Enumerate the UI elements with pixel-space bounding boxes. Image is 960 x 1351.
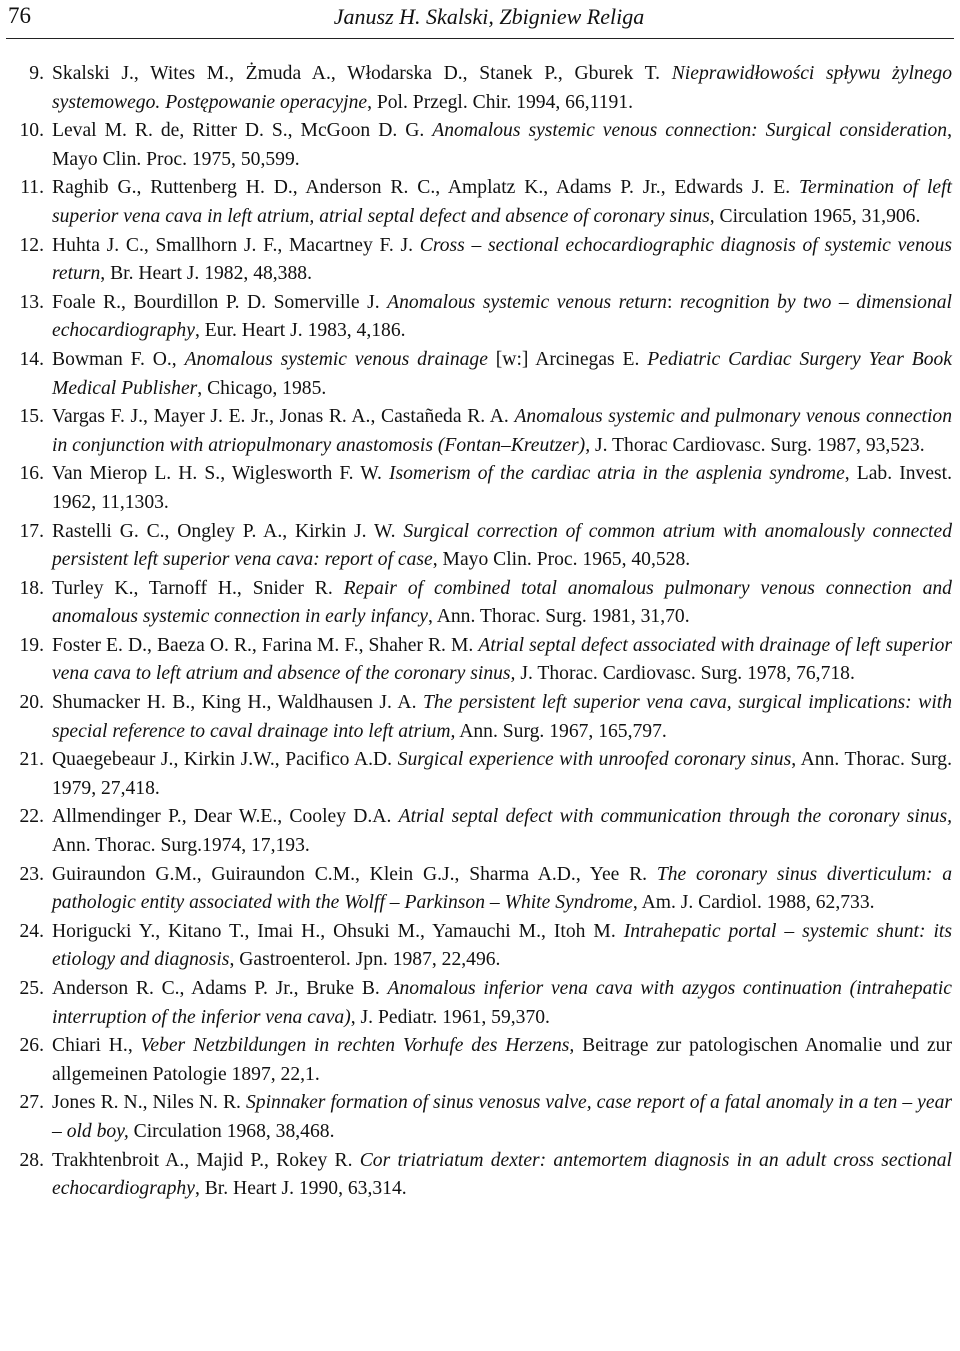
reference-item [0, 403, 960, 460]
reference-number: 26. [19, 1035, 44, 1057]
reference-text: Horigucki Y., Kitano T., Imai H., Ohsuki M., Yamauchi M., Itoh M. [52, 920, 624, 942]
reference-text: J. Thorac Cardiovasc. Surg. 1987, 93,523. [590, 434, 925, 456]
reference-number: 12. [19, 234, 44, 256]
reference-text: , Ann. Thorac. Surg. 1979, 27,418. [52, 749, 953, 799]
reference-text: , Chicago, 1985. [197, 377, 327, 399]
reference-item [0, 1147, 960, 1204]
reference-item [0, 1032, 960, 1089]
reference-item [0, 60, 960, 117]
reference-title: Repair of combined total anomalous pulmonary venous connection and anomalous systemic connection in early infancy [52, 577, 952, 628]
reference-item [0, 460, 960, 517]
reference-item [0, 174, 960, 231]
reference-item [0, 861, 960, 918]
reference-title: Anomalous systemic venous connection: Surgical consideration [432, 120, 948, 142]
reference-item [0, 518, 960, 575]
reference-title: Anomalous inferior vena cava with azygos continuation (intrahepatic interruption of the inferior vena cava) [52, 978, 952, 1028]
reference-title: recognition by two – dimensional echocardiography [52, 291, 952, 342]
reference-text: Jones R. N., Niles N. R. [52, 1092, 246, 1114]
reference-text: Quaegebeaur J., Kirkin J.W., Pacifico A.D. [52, 749, 398, 771]
reference-text: Allmendinger P., Dear W.E., Cooley D.A. [52, 806, 399, 828]
reference-item [0, 803, 960, 860]
reference-item [0, 1089, 960, 1146]
reference-text: Chiari H., [52, 1035, 141, 1057]
reference-text: Van Mierop L. H. S., Wiglesworth F. W. [52, 463, 389, 485]
header-rule [6, 38, 954, 39]
reference-number: 11. [20, 177, 44, 199]
reference-number: 21. [19, 749, 44, 771]
reference-text: , Ann. Thorac. Surg. 1981, 31,70. [428, 606, 690, 628]
reference-title: Anomalous systemic and pulmonary venous connection in conjunction with atriopulmonary anastomosis (Fontan–Kreutzer), [52, 406, 952, 456]
reference-text: [w:] Arcinegas E. [487, 348, 648, 370]
reference-number: 9. [29, 63, 44, 84]
reference-number: 23. [19, 863, 44, 885]
reference-item [0, 346, 960, 403]
reference-number: 17. [19, 520, 44, 542]
reference-text: Anderson R. C., Adams P. Jr., Bruke B. [52, 978, 388, 999]
reference-text: , Am. J. Cardiol. 1988, 62,733. [632, 892, 875, 914]
reference-title: Cor triatriatum dexter: antemortem diagnosis in an adult cross sectional echocardiography [52, 1149, 952, 1200]
reference-text: , Lab. Invest. 1962, 11,1303. [52, 463, 952, 513]
reference-text: Circulation 1968, 38,468. [128, 1120, 335, 1142]
reference-number: 10. [19, 120, 44, 142]
reference-text: , J. Pediatr. 1961, 59,370. [350, 1006, 550, 1028]
reference-number: 20. [19, 692, 44, 714]
reference-number: 24. [19, 920, 44, 942]
reference-number: 25. [19, 978, 44, 999]
reference-title: Atrial septal defect associated with drainage of left superior vena cava to left atrium and absence of the coronary sinus, [52, 634, 952, 685]
reference-title: Isomerism of the cardiac atria in the asplenia syndrome [389, 463, 845, 485]
reference-text: Turley K., Tarnoff H., Snider R. [52, 577, 344, 599]
reference-title: Surgical experience with unroofed coronary sinus [397, 749, 792, 771]
reference-number: 16. [19, 463, 44, 485]
reference-number: 14. [19, 348, 44, 370]
reference-title: Nieprawidłowości spływu żylnego systemowego. Postępowanie operacyjne [52, 63, 953, 113]
reference-text: Bowman F. O., [52, 348, 185, 370]
reference-text: Guiraundon G.M., Guiraundon C.M., Klein G.J., Sharma A.D., Yee R. [52, 863, 657, 885]
reference-number: 22. [19, 806, 44, 828]
reference-number: 28. [19, 1149, 44, 1171]
reference-title: The persistent left superior vena cava, surgical implications: with special reference to caval drainage into left atrium, [52, 692, 952, 742]
reference-title: Cross – sectional echocardiographic diagnosis of systemic venous return [52, 234, 953, 285]
reference-text: , Br. Heart J. 1990, 63,314. [194, 1178, 407, 1200]
reference-item [0, 632, 960, 689]
reference-text: Rastelli G. C., Ongley P. A., Kirkin J. W. [52, 520, 404, 542]
reference-item [0, 117, 960, 174]
reference-text: Vargas F. J., Mayer J. E. Jr., Jonas R. A., Castañeda R. A. [52, 406, 515, 428]
reference-title: Anomalous systemic venous drainage [184, 348, 488, 370]
reference-text: Foster E. D., Baeza O. R., Farina M. F., Shaher R. M. [52, 634, 479, 656]
reference-title: Anomalous systemic venous return [387, 291, 667, 313]
reference-number: 15. [19, 406, 44, 428]
page-number: 76 [8, 3, 31, 28]
reference-item [0, 746, 960, 803]
reference-item [0, 918, 960, 975]
reference-text: , Pol. Przegl. Chir. 1994, 66,1191. [367, 91, 634, 113]
reference-item [0, 289, 960, 346]
reference-text: Leval M. R. de, Ritter D. S., McGoon D. G. [52, 120, 433, 142]
reference-number: 19. [19, 634, 44, 656]
reference-text: Shumacker H. B., King H., Waldhausen J. A. [52, 692, 424, 714]
reference-text: Ann. Thorac. Surg.1974, 17,193. [52, 835, 310, 857]
reference-number: 13. [19, 291, 44, 313]
reference-text: , Eur. Heart J. 1983, 4,186. [194, 320, 406, 342]
reference-text: Trakhtenbroit A., Majid P., Rokey R. [52, 1149, 360, 1171]
reference-title: The coronary sinus diverticulum: a pathologic entity associated with the Wolff – Parkinson – White Syndrome [52, 863, 952, 914]
reference-text: Raghib G., Ruttenberg H. D., Anderson R. C., Amplatz K., Adams P. Jr., Edwards J. E. [52, 177, 799, 199]
reference-title: Veber Netzbildungen in rechten Vorhufe des Herzens, [140, 1035, 575, 1057]
reference-item [0, 975, 960, 1032]
reference-title: Termination of left superior vena cava in left atrium, atrial septal defect and absence of coronary sinus [52, 177, 953, 227]
reference-number: 18. [19, 577, 44, 599]
reference-text: , Mayo Clin. Proc. 1975, 50,599. [52, 120, 952, 170]
reference-text: Ann. Surg. 1967, 165,797. [455, 720, 667, 742]
reference-text: Foale R., Bourdillon P. D. Somerville J. [52, 291, 388, 313]
reference-title: Surgical correction of common atrium with anomalously connected persistent left superior vena cava: report of case [52, 520, 952, 571]
reference-list [0, 60, 960, 1204]
running-head: Janusz H. Skalski, Zbigniew Religa [333, 4, 645, 29]
reference-title: Spinnaker formation of sinus venosus valve, case report of a fatal anomaly in a ten – year – old boy, [52, 1092, 952, 1142]
reference-title: Atrial septal defect with communication through the coronary sinus, [398, 806, 952, 828]
reference-text: , Br. Heart J. 1982, 48,388. [100, 263, 312, 285]
reference-title: Pediatric Cardiac Surgery Year Book Medical Publisher [52, 348, 952, 399]
reference-number: 27. [19, 1092, 44, 1114]
reference-item [0, 232, 960, 289]
reference-text: , Gastroenterol. Jpn. 1987, 22,496. [229, 949, 501, 971]
reference-text: Skalski J., Wites M., Żmuda A., Włodarska D., Stanek P., Gburek T. [52, 63, 672, 84]
reference-item [0, 575, 960, 632]
reference-text: J. Thorac. Cardiovasc. Surg. 1978, 76,718. [515, 663, 855, 685]
reference-text: Beitrage zur patologischen Anomalie und zur allgemeinen Patologie 1897, 22,1. [52, 1035, 952, 1085]
reference-text: , Mayo Clin. Proc. 1965, 40,528. [432, 549, 691, 571]
page-header [6, 0, 954, 38]
reference-item [0, 689, 960, 746]
reference-title: Intrahepatic portal – systemic shunt: its etiology and diagnosis [52, 920, 952, 971]
reference-text: , Circulation 1965, 31,906. [709, 205, 921, 227]
reference-text: : [666, 291, 680, 313]
reference-text: Huhta J. C., Smallhorn J. F., Macartney F. J. [52, 234, 420, 256]
